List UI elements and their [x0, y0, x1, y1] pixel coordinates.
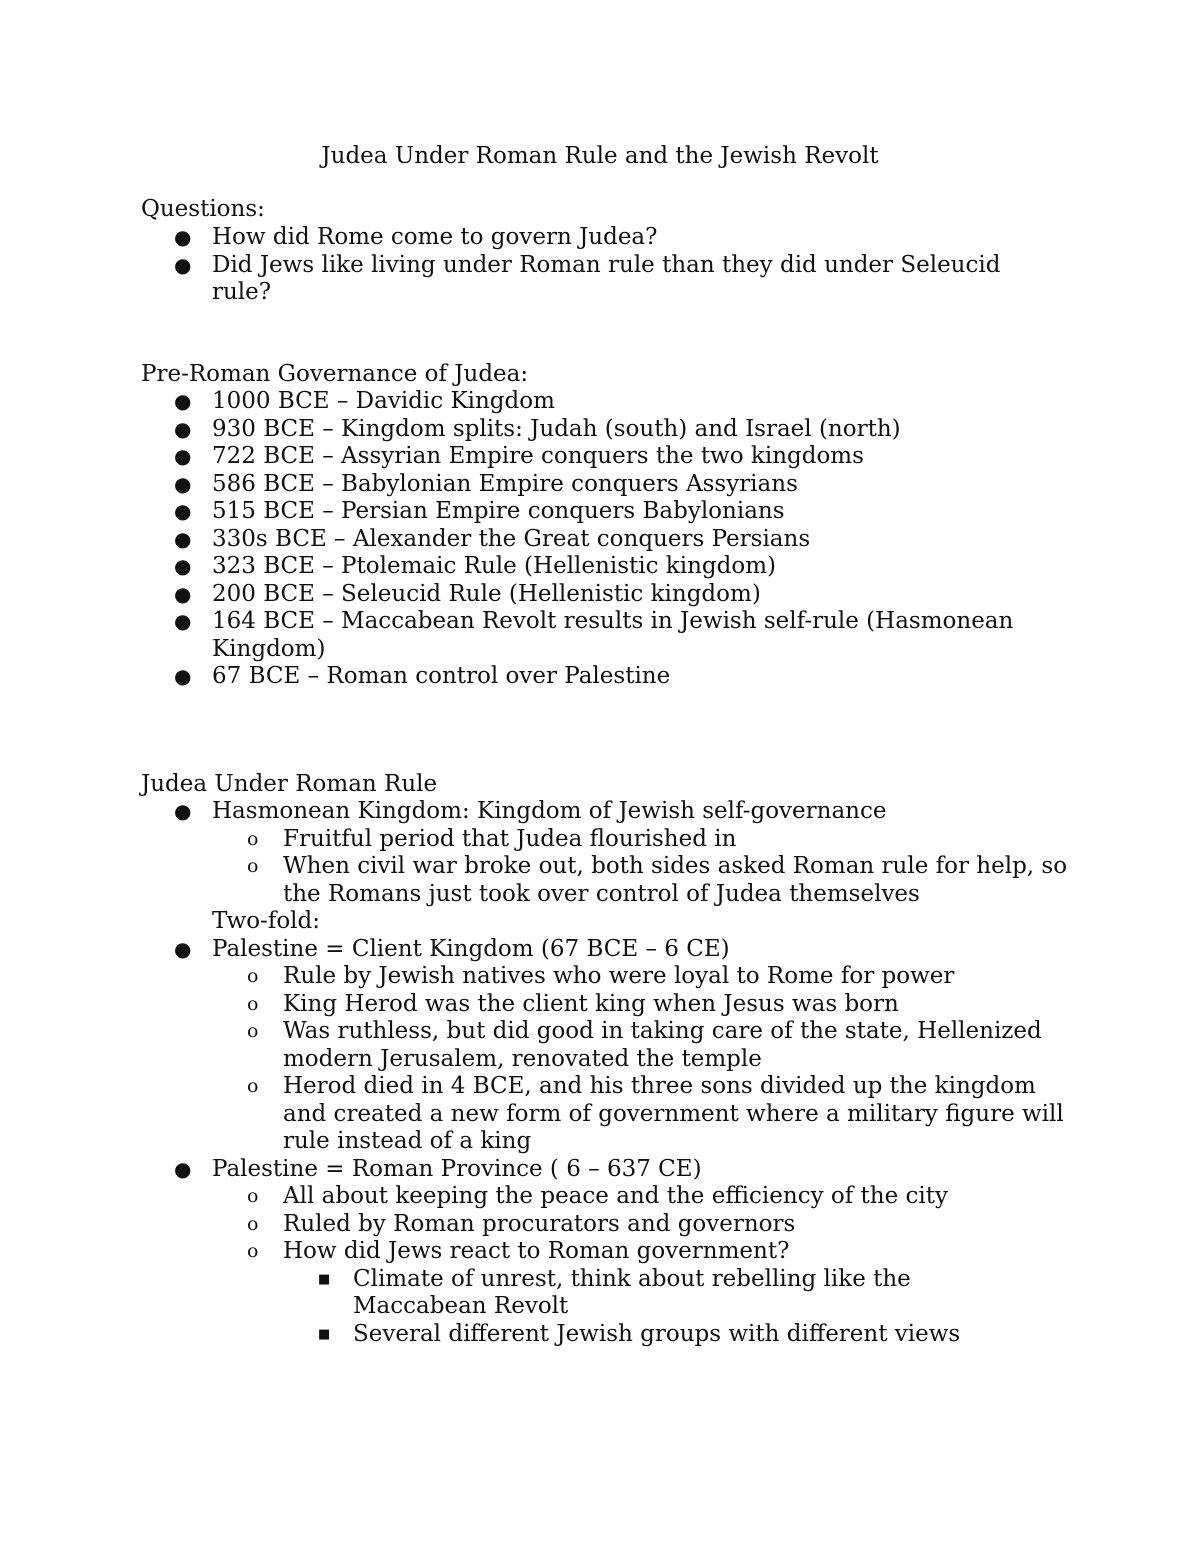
list-item: ● 515 BCE – Persian Empire conquers Babylonians	[174, 498, 785, 524]
bullet-icon: ●	[174, 799, 192, 823]
bullet-icon: ●	[174, 416, 192, 441]
document-title: Judea Under Roman Rule and the Jewish Revolt	[321, 143, 879, 169]
bullet-icon: ●	[174, 499, 192, 523]
list-item: o Herod died in 4 BCE, and his three sons divided up the kingdom and created a new form of government where a military figure will rule instead of a king	[247, 1073, 1064, 1154]
list-item: ● 67 BCE – Roman control over Palestine	[174, 663, 671, 689]
bullet-icon: ●	[174, 664, 192, 688]
bullet-icon: ●	[174, 444, 192, 468]
list-item: ● 1000 BCE – Davidic Kingdom	[174, 388, 555, 414]
circle-bullet-icon: o	[247, 992, 259, 1015]
circle-bullet-icon: o	[247, 1240, 259, 1262]
list-item: ● 323 BCE – Ptolemaic Rule (Hellenistic kingdom)	[174, 553, 776, 579]
list-item: ● Palestine = Client Kingdom (67 BCE – 6 CE)	[174, 935, 730, 962]
pre-roman-list	[0, 388, 1200, 691]
roman-rule-heading: Judea Under Roman Rule	[141, 771, 438, 797]
circle-bullet-icon: o	[247, 1185, 259, 1207]
questions-heading: Questions:	[141, 196, 265, 222]
square-bullet-icon: ■	[318, 1271, 331, 1287]
list-item: o King Herod was the client king when Jesus was born	[247, 990, 899, 1017]
list-item: ● Hasmonean Kingdom: Kingdom of Jewish self-governance	[174, 798, 887, 824]
list-item: ● 164 BCE – Maccabean Revolt results in Jewish self-rule (Hasmonean Kingdom)	[174, 608, 1014, 662]
circle-bullet-icon: o	[247, 1075, 259, 1097]
list-item: ● Palestine = Roman Province ( 6 – 637 CE)	[174, 1155, 702, 1182]
bullet-icon: ●	[174, 936, 192, 961]
list-item: ● 586 BCE – Babylonian Empire conquers Assyrians	[174, 470, 798, 497]
circle-bullet-icon: o	[247, 855, 259, 877]
circle-bullet-icon: o	[247, 827, 259, 850]
list-item: o Ruled by Roman procurators and governors	[247, 1210, 796, 1237]
circle-bullet-icon: o	[247, 965, 259, 987]
list-item: ● Did Jews like living under Roman rule than they did under Seleucid rule?	[174, 251, 1001, 305]
bullet-icon: ●	[174, 1156, 192, 1181]
list-item: o Fruitful period that Judea flourished in	[247, 825, 737, 852]
list-item: ● 722 BCE – Assyrian Empire conquers the two kingdoms	[174, 443, 864, 469]
list-item: ■ Several different Jewish groups with different views	[318, 1320, 961, 1347]
list-item: ● How did Rome come to govern Judea?	[174, 224, 658, 250]
list-item: ● 330s BCE – Alexander the Great conquers Persians	[174, 525, 811, 552]
list-item: ■ Climate of unrest, think about rebelling like the Maccabean Revolt	[318, 1265, 911, 1319]
bullet-icon: ●	[174, 554, 192, 578]
list-item: o Rule by Jewish natives who were loyal to Rome for power	[247, 963, 955, 989]
bullet-icon: ●	[174, 581, 192, 606]
bullet-icon: ●	[174, 389, 192, 413]
square-bullet-icon: ■	[318, 1326, 331, 1342]
bullet-icon: ●	[174, 609, 192, 633]
list-item: o When civil war broke out, both sides asked Roman rule for help, so the Romans just took over control of Judea themselves	[247, 853, 1068, 907]
list-item: o Was ruthless, but did good in taking care of the state, Hellenized modern Jerusalem, renovated the temple	[247, 1018, 1042, 1072]
bullet-icon: ●	[174, 526, 192, 551]
list-item: o All about keeping the peace and the efficiency of the city	[247, 1183, 949, 1209]
questions-list	[0, 224, 1200, 307]
bullet-icon: ●	[174, 225, 192, 249]
list-item: ● 930 BCE – Kingdom splits: Judah (south) and Israel (north)	[174, 415, 901, 442]
bullet-icon: ●	[174, 252, 192, 277]
roman-rule-list	[0, 798, 1200, 1348]
bullet-icon: ●	[174, 471, 192, 496]
circle-bullet-icon: o	[247, 1020, 259, 1042]
list-item: o How did Jews react to Roman government?	[247, 1238, 790, 1264]
circle-bullet-icon: o	[247, 1212, 259, 1235]
two-fold-label: Two-fold:	[212, 908, 321, 934]
pre-roman-heading: Pre-Roman Governance of Judea:	[141, 361, 529, 387]
list-item: ● 200 BCE – Seleucid Rule (Hellenistic kingdom)	[174, 580, 761, 607]
